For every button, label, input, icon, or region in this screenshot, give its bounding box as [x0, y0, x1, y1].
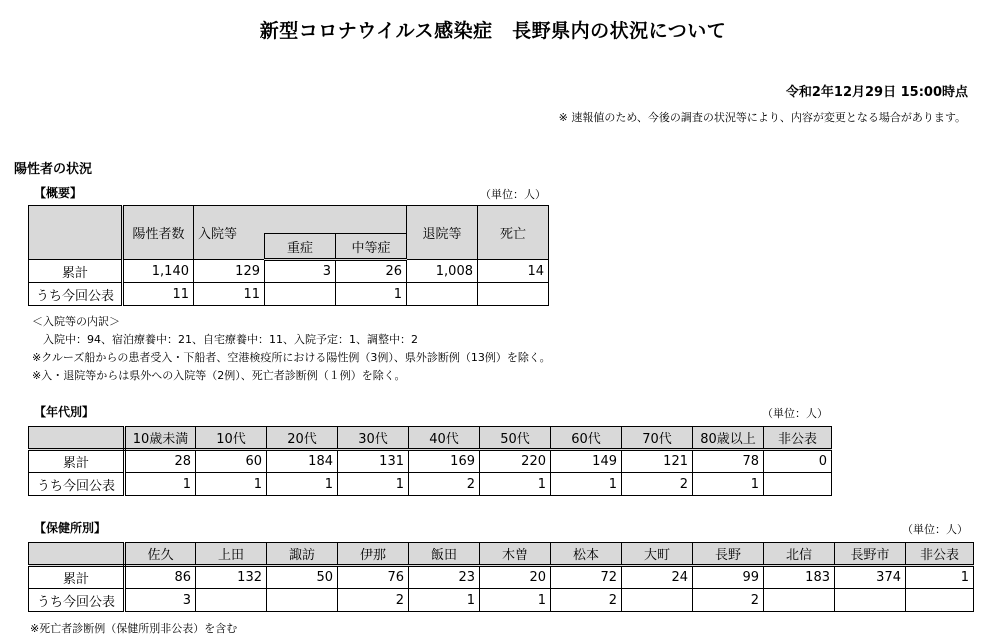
- age-header: 非公表: [764, 427, 832, 450]
- cell-hosp-total: 129: [194, 260, 265, 283]
- office-header: 長野: [693, 543, 764, 566]
- office-cell: [906, 589, 974, 612]
- cell-moderate-new: 1: [336, 283, 407, 306]
- age-cell: 1: [267, 473, 338, 496]
- office-header: 木曽: [480, 543, 551, 566]
- office-corner: [29, 543, 125, 566]
- office-cell: 1: [906, 566, 974, 589]
- page-title: 新型コロナウイルス感染症 長野県内の状況について: [259, 20, 727, 42]
- office-cell: [196, 589, 267, 612]
- office-header: 非公表: [906, 543, 974, 566]
- cell-severe-total: 3: [265, 260, 336, 283]
- age-cell: 28: [125, 450, 196, 473]
- age-cell: 1: [125, 473, 196, 496]
- office-header: 諏訪: [267, 543, 338, 566]
- cell-death-total: 14: [478, 260, 549, 283]
- office-header: 大町: [622, 543, 693, 566]
- office-header: 松本: [551, 543, 622, 566]
- age-corner: [29, 427, 125, 450]
- office-note: ※死亡者診断例（保健所別非公表）を含む: [30, 622, 238, 635]
- office-cell: [267, 589, 338, 612]
- section-heading: 陽性者の状況: [14, 162, 93, 177]
- overview-table: [28, 205, 549, 306]
- cell-positive-total: 1,140: [123, 260, 194, 283]
- office-cell: 50: [267, 566, 338, 589]
- overview-note: ※入・退院等からは県外への入院等（2例）、死亡者診断例（１例）を除く。: [32, 369, 406, 382]
- age-cell: 60: [196, 450, 267, 473]
- office-cell: [622, 589, 693, 612]
- row-label-total: 累計: [29, 450, 125, 473]
- overview-note: 入院中：94、宿泊療養中：21、自宅療養中：11、入院予定：1、調整中：2: [32, 333, 418, 346]
- row-label-total: 累計: [29, 260, 123, 283]
- row-label-new: うち今回公表: [29, 473, 125, 496]
- age-header: 50代: [480, 427, 551, 450]
- office-header: 伊那: [338, 543, 409, 566]
- overview-note: ＜入院等の内訳＞: [32, 315, 120, 328]
- overview-note: ※クルーズ船からの患者受入・下船者、空港検疫所における陽性例（3例）、県外診断例（13例）を除く。: [32, 351, 551, 364]
- age-header: 70代: [622, 427, 693, 450]
- age-cell: 1: [551, 473, 622, 496]
- cell-positive-new: 11: [123, 283, 194, 306]
- age-label: 【年代別】: [34, 405, 95, 419]
- office-cell: [764, 589, 835, 612]
- age-header: 40代: [409, 427, 480, 450]
- cell-hosp-new: 11: [194, 283, 265, 306]
- office-cell: 183: [764, 566, 835, 589]
- office-cell: 20: [480, 566, 551, 589]
- age-table: [28, 426, 832, 496]
- age-header: 10歳未満: [125, 427, 196, 450]
- age-header: 30代: [338, 427, 409, 450]
- age-cell: 2: [622, 473, 693, 496]
- office-table: [28, 542, 974, 612]
- overview-notes: [32, 313, 551, 385]
- office-cell: 76: [338, 566, 409, 589]
- header-discharged: 退院等: [407, 206, 478, 260]
- age-cell: 131: [338, 450, 409, 473]
- cell-discharged-new: [407, 283, 478, 306]
- age-cell: [764, 473, 832, 496]
- report-date: 令和2年12月29日 15:00時点: [785, 85, 968, 100]
- header-hosp-spacer: [265, 206, 407, 234]
- age-cell: 1: [338, 473, 409, 496]
- header-severe: 重症: [265, 234, 336, 260]
- office-cell: 24: [622, 566, 693, 589]
- cell-discharged-total: 1,008: [407, 260, 478, 283]
- office-cell: 23: [409, 566, 480, 589]
- office-header: 北信: [764, 543, 835, 566]
- header-death: 死亡: [478, 206, 549, 260]
- cell-severe-new: [265, 283, 336, 306]
- row-label-new: うち今回公表: [29, 283, 123, 306]
- office-cell: 2: [338, 589, 409, 612]
- office-header: 上田: [196, 543, 267, 566]
- age-cell: 1: [693, 473, 764, 496]
- office-cell: 72: [551, 566, 622, 589]
- overview-corner: [29, 206, 123, 260]
- age-header: 10代: [196, 427, 267, 450]
- header-moderate: 中等症: [336, 234, 407, 260]
- office-cell: 2: [551, 589, 622, 612]
- age-cell: 184: [267, 450, 338, 473]
- age-cell: 169: [409, 450, 480, 473]
- overview-unit: （単位：人）: [480, 188, 546, 201]
- age-cell: 149: [551, 450, 622, 473]
- office-cell: 86: [125, 566, 196, 589]
- age-unit: （単位：人）: [762, 407, 828, 420]
- age-cell: 0: [764, 450, 832, 473]
- office-header: 長野市: [835, 543, 906, 566]
- office-cell: 1: [409, 589, 480, 612]
- office-cell: 132: [196, 566, 267, 589]
- overview-label: 【概要】: [34, 186, 83, 200]
- office-cell: 2: [693, 589, 764, 612]
- row-label-total: 累計: [29, 566, 125, 589]
- age-cell: 2: [409, 473, 480, 496]
- age-cell: 1: [196, 473, 267, 496]
- age-cell: 1: [480, 473, 551, 496]
- age-cell: 121: [622, 450, 693, 473]
- office-cell: 374: [835, 566, 906, 589]
- header-hospitalized: 入院等: [194, 206, 265, 260]
- age-header: 80歳以上: [693, 427, 764, 450]
- age-header: 20代: [267, 427, 338, 450]
- office-header: 飯田: [409, 543, 480, 566]
- office-label: 【保健所別】: [34, 521, 107, 535]
- age-cell: 78: [693, 450, 764, 473]
- office-unit: （単位：人）: [902, 523, 968, 536]
- office-cell: 99: [693, 566, 764, 589]
- office-cell: [835, 589, 906, 612]
- office-header: 佐久: [125, 543, 196, 566]
- age-header: 60代: [551, 427, 622, 450]
- office-cell: 1: [480, 589, 551, 612]
- age-cell: 220: [480, 450, 551, 473]
- cell-moderate-total: 26: [336, 260, 407, 283]
- cell-death-new: [478, 283, 549, 306]
- header-positive: 陽性者数: [123, 206, 194, 260]
- row-label-new: うち今回公表: [29, 589, 125, 612]
- preliminary-note: ※ 速報値のため、今後の調査の状況等により、内容が変更となる場合があります。: [558, 111, 966, 124]
- office-cell: 3: [125, 589, 196, 612]
